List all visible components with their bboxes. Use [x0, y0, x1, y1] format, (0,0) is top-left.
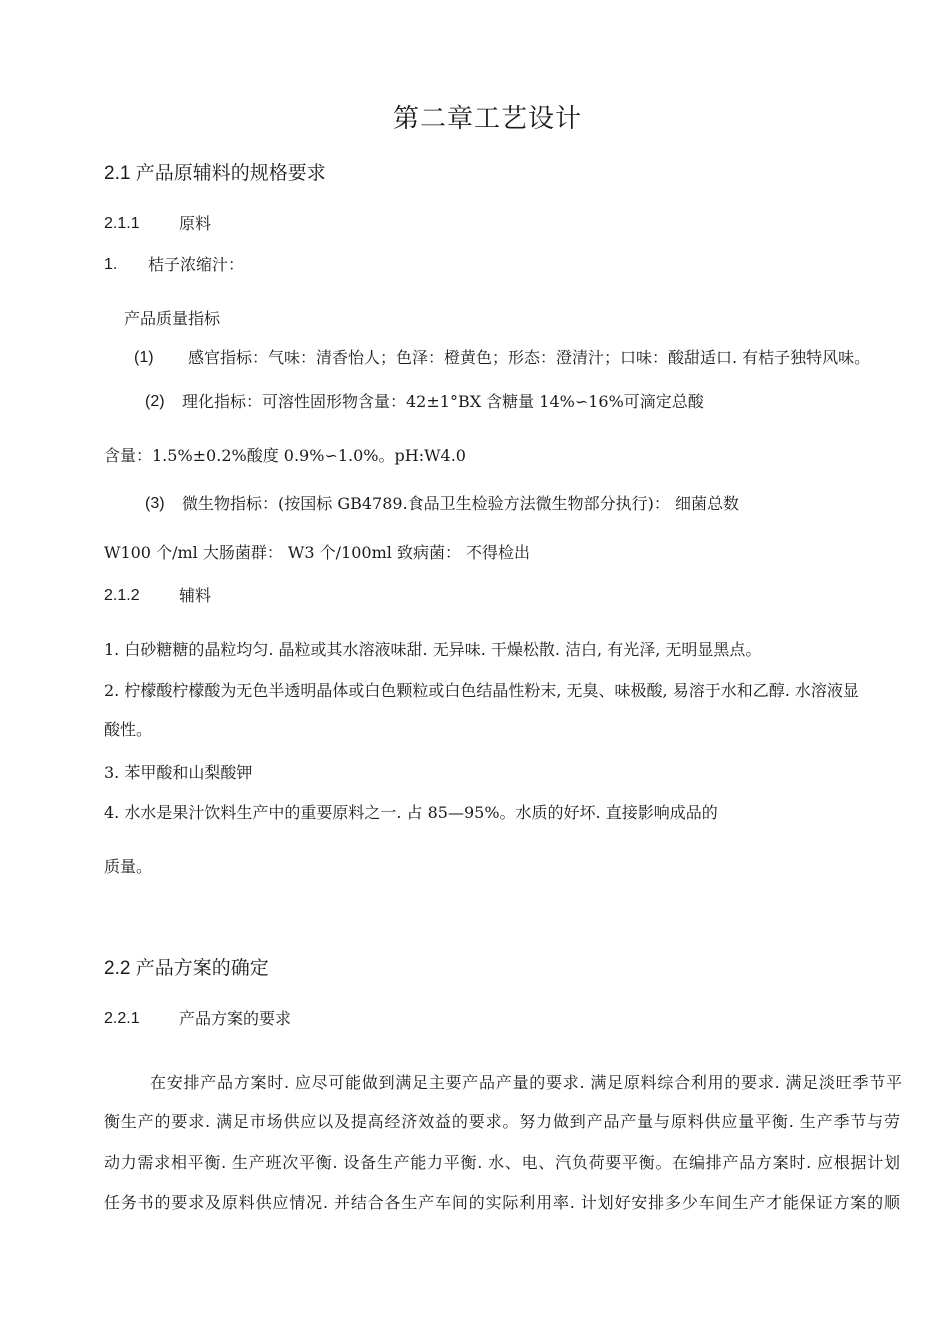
item-1-number: 1.	[104, 256, 118, 273]
subsection-2-1-1-title: 原料	[179, 214, 212, 233]
physchem-number: (2)	[145, 393, 165, 410]
auxiliary-item: 4. 水水是果汁饮料生产中的重要原料之一. 占 85—95%。水质的好坏. 直接影响成品的	[104, 803, 718, 822]
auxiliary-item-continued: 酸性。	[104, 720, 153, 739]
auxiliary-item: 2. 柠檬酸柠檬酸为无色半透明晶体或白色颗粒或白色结晶性粉末, 无臭、味极酸, 易溶于水和乙醇. 水溶液显	[104, 681, 859, 700]
sensory-number: (1)	[134, 349, 154, 366]
micro-indicators: 微生物指标：(按国标 GB4789.食品卫生检验方法微生物部分执行)： 细菌总数	[182, 494, 740, 513]
section-2-1-heading: 2.1 产品原辅料的规格要求	[104, 163, 326, 184]
subsection-2-2-1-title: 产品方案的要求	[179, 1009, 292, 1028]
chapter-title: 第二章工艺设计	[392, 103, 582, 133]
physchem-indicators-continued: 含量：1.5%±0.2%酸度 0.9%∽1.0%。pH:W4.0	[104, 446, 466, 465]
sensory-indicators: 感官指标：气味：清香怡人；色泽：橙黄色；形态：澄清汁；口味：酸甜适口. 有桔子独特风味。	[188, 348, 871, 367]
subsection-2-1-1-number: 2.1.1	[104, 215, 140, 232]
subsection-2-1-2-number: 2.1.2	[104, 587, 140, 604]
auxiliary-item: 1. 白砂糖糖的晶粒均匀. 晶粒或其水溶液味甜. 无异味. 干燥松散. 洁白, 有光泽, 无明显黑点。	[104, 640, 762, 659]
quality-indicators-title: 产品质量指标	[124, 309, 221, 328]
item-1-text: 桔子浓缩汁：	[148, 255, 245, 274]
auxiliary-item: 3. 苯甲酸和山梨酸钾	[104, 763, 253, 782]
section-2-2-heading: 2.2 产品方案的确定	[104, 958, 269, 979]
paragraph-line: 衡生产的要求. 满足市场供应以及提高经济效益的要求。努力做到产品产量与原料供应量平衡. 生产季节与劳	[104, 1112, 900, 1131]
auxiliary-item-continued: 质量。	[104, 857, 153, 876]
paragraph-line: 任务书的要求及原料供应情况. 并结合各生产车间的实际利用率. 计划好安排多少车间生产才能保证方案的顺	[104, 1193, 900, 1212]
physchem-indicators: 理化指标：可溶性固形物含量：42±1°BX 含糖量 14%∽16%可滴定总酸	[182, 392, 704, 411]
micro-number: (3)	[145, 495, 165, 512]
subsection-2-2-1-number: 2.2.1	[104, 1010, 140, 1027]
subsection-2-1-2-title: 辅料	[179, 586, 212, 605]
micro-indicators-continued: W100 个/ml 大肠菌群： W3 个/100ml 致病菌： 不得检出	[104, 543, 531, 562]
paragraph-line: 动力需求相平衡. 生产班次平衡. 设备生产能力平衡. 水、电、汽负荷要平衡。在编排产品方案时. 应根据计划	[104, 1153, 900, 1172]
paragraph-line: 在安排产品方案时. 应尽可能做到满足主要产品产量的要求. 满足原料综合利用的要求. 满足淡旺季节平	[150, 1073, 902, 1092]
